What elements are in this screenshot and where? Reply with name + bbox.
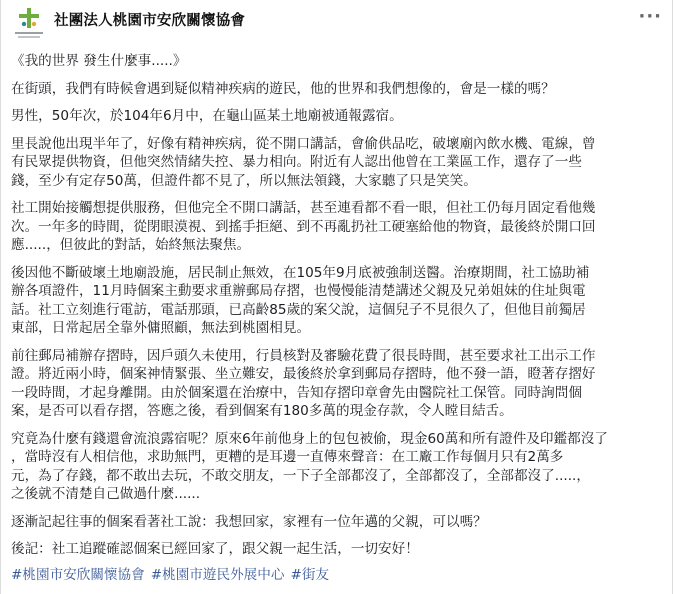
hashtag-list [11,566,335,584]
paragraph-line: 男性，50年次，於104年6月中，在龜山區某土地廟被通報露宿。 [11,108,403,124]
paragraph-line: 證。將近兩小時，個案神情緊張、坐立難安，最後終於拿到郵局存摺時，他不發一語，瞪著存摺好 [11,366,596,382]
post-paragraphs [11,80,663,559]
more-options-icon[interactable]: ··· [638,6,662,27]
paragraph-line: 元，為了存錢，都不敢出去玩，不敢交朋友，一下子全部都沒了，全部都沒了，全部都沒了.....， [11,467,590,484]
post-paragraph [11,199,663,255]
paragraph-line: 在街頭，我們有時候會遇到疑似精神疾病的遊民，他的世界和我們想像的，會是一樣的嗎？ [11,80,555,97]
post-paragraph [11,107,663,126]
paragraph-line: 錢，至少有定存50萬，但證件都不見了，所以無法領錢，大家聽了只是笑笑。 [11,172,477,189]
post-title-text: 《我的世界 發生什麼事.....》 [11,53,187,69]
post-paragraph [11,513,663,532]
paragraph-line: 應.....，但彼此的對話，始終無法聚焦。 [11,237,251,253]
post-paragraph [11,264,663,338]
post-paragraph [11,347,663,421]
paragraph-line: 前往郵局補辦存摺時，因戶頭久未使用，行員核對及審驗花費了很長時間，甚至要求社工出示工作 [11,347,596,364]
paragraph-line: 有民眾提供物資，但他突然情緒失控、暴力相向。附近有人認出他曾在工業區工作，還存了一些 [11,154,582,170]
paragraph-line: 之後就不清楚自己做過什麼...... [11,486,201,502]
hashtag-link[interactable]: #桃園市安欣關懷協會 [11,567,145,583]
post-paragraph [11,430,663,504]
paragraph-line: 一段時間，才起身離開。由於個案還在治療中，告知存摺印章會先由醫院社工保管。同時詢問個 [11,384,582,401]
avatar[interactable] [11,6,47,42]
post-paragraph [11,540,663,559]
paragraph-line: 里長說他出現半年了，好像有精神疾病，從不開口講話，會偷供品吃，破壞廟內飲水機、電線，曾 [11,135,596,152]
post-title [11,52,663,71]
paragraph-line: 後因他不斷破壞土地廟設施，居民制止無效，在105年9月底被強制送醫。治療期間，社工協助補 [11,264,590,281]
paragraph-line: 社工開始接觸想提供服務，但他完全不開口講話，甚至連看都不看一眼，但社工仍每月固定看他幾 [11,200,596,216]
post-header [1,0,673,48]
post-body [11,52,663,568]
post-paragraph [11,135,663,191]
hashtag-link[interactable]: #街友 [290,567,330,583]
paragraph-line: 次。一年多的時間，從閉眼漠視、到搖手拒絕、到不再亂扔社工硬塞給他的物資，最後終於開口回 [11,218,596,235]
paragraph-line: 案，是否可以看存摺，答應之後，看到個案有180多萬的現金存款，令人瞠目結舌。 [11,403,513,419]
paragraph-line: 後記：社工追蹤確認個案已經回家了，跟父親一起生活，一切安好！ [11,541,419,557]
paragraph-line: ，當時沒有人相信他，求助無門，更糟的是耳邊一直傳來聲音：在工廠工作每個月只有2萬多 [11,449,564,465]
paragraph-line: 辦各項證件，11月時個案主動要求重辦郵局存摺，也慢慢能清楚講述父親及兄弟姐妹的住址與電 [11,283,586,299]
page-name[interactable]: 社團法人桃園市安欣關懷協會 [54,13,246,29]
hashtag-link[interactable]: #桃園市遊民外展中心 [150,567,285,583]
cross-logo-icon [14,6,44,42]
paragraph-line: 究竟為什麼有錢還會流浪露宿呢？原來6年前他身上的包包被偷，現金60萬和所有證件及印鑑都沒了 [11,430,608,447]
paragraph-line: 東部，日常起居全靠外傭照顧，無法到桃園相見。 [11,320,311,336]
paragraph-line: 逐漸記起往事的個案看著社工說：我想回家，家裡有一位年邁的父親，可以嗎？ [11,513,487,530]
post-paragraph [11,80,663,99]
paragraph-line: 話。社工立刻進行電訪，電話那頭，已高齡85歲的案父說，這個兒子不見很久了，但他目前獨居 [11,301,586,318]
